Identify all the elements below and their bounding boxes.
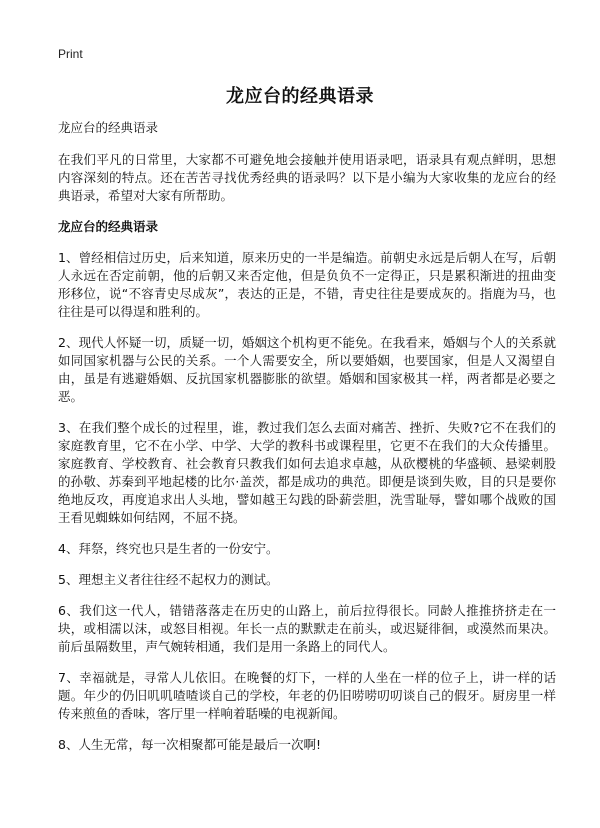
article-subtitle: 龙应台的经典语录: [58, 120, 159, 135]
section-heading: 龙应台的经典语录: [58, 219, 159, 234]
intro-paragraph: 在我们平凡的日常里，大家都不可避免地会接触并使用语录吧，语录具有观点鲜明，思想内容深刻的特点。还在苦苦寻找优秀经典的语录吗？以下是小编为大家收集的龙应台的经典语录，希望对大家有所帮助。: [58, 152, 556, 203]
quote-paragraph-4: 4、拜祭，终究也只是生者的一份安宁。: [58, 541, 279, 556]
page-title: 龙应台的经典语录: [226, 86, 374, 107]
quote-paragraph-2: 2、现代人怀疑一切，质疑一切，婚姻这个机构更不能免。在我看来，婚姻与个人的关系就如同国家机器与公民的关系。一个人需要安全，所以要婚姻，也要国家，但是人又渴望自由，虽是有逃避婚姻、反抗国家机器膨胀的欲望。婚姻和国家极其一样，两者都是必要之恶。: [58, 335, 556, 404]
article-body: [58, 119, 556, 767]
quote-paragraph-7: 7、幸福就是，寻常人儿依旧。在晚餐的灯下，一样的人坐在一样的位子上，讲一样的话题。年少的仍旧叽叽喳喳谈自己的学校，年老的仍旧唠唠叨叨谈自己的假牙。厨房里一样传来煎鱼的香味，客厅里一样响着聒噪的电视新闻。: [58, 670, 556, 721]
quote-paragraph-5: 5、理想主义者往往经不起权力的测试。: [58, 572, 279, 587]
quote-paragraph-8: 8、人生无常，每一次相聚都可能是最后一次啊!: [58, 737, 321, 752]
quote-paragraph-1: 1、曾经相信过历史，后来知道，原来历史的一半是编造。前朝史永远是后朝人在写，后朝人永远在否定前朝，他的后朝又来否定他，但是负负不一定得正，只是累积渐进的扭曲变形移位，说“不容青史尽成灰”，表达的正是，不错，青史往往是要成灰的。指鹿为马，也往往是可以得逞和胜利的。: [58, 250, 556, 319]
quote-paragraph-3: 3、在我们整个成长的过程里，谁，教过我们怎么去面对痛苦、挫折、失败?它不在我们的家庭教育里，它不在小学、中学、大学的教科书或课程里，它更不在我们的大众传播里。家庭教育、学校教育、社会教育只教我们如何去追求卓越，从砍樱桃的华盛顿、悬梁刺股的孙敬、苏秦到平地起楼的比尔·盖茨，都是成功的典范。即便是谈到失败，目的只是要你绝地反攻，再度追求出人头地，譬如越王勾践的卧薪尝胆，洗雪耻辱，譬如哪个战败的国王看见蜘蛛如何结网，不屈不挠。: [58, 420, 556, 525]
print-link[interactable]: Print: [58, 47, 83, 61]
quote-paragraph-6: 6、我们这一代人，错错落落走在历史的山路上，前后拉得很长。同龄人推推挤挤走在一块，或相濡以沫，或怒目相视。年长一点的默默走在前头，或迟疑徘徊，或漠然而果决。前后虽隔数里，声气婉转相通，我们是用一条路上的同代人。: [58, 603, 556, 654]
